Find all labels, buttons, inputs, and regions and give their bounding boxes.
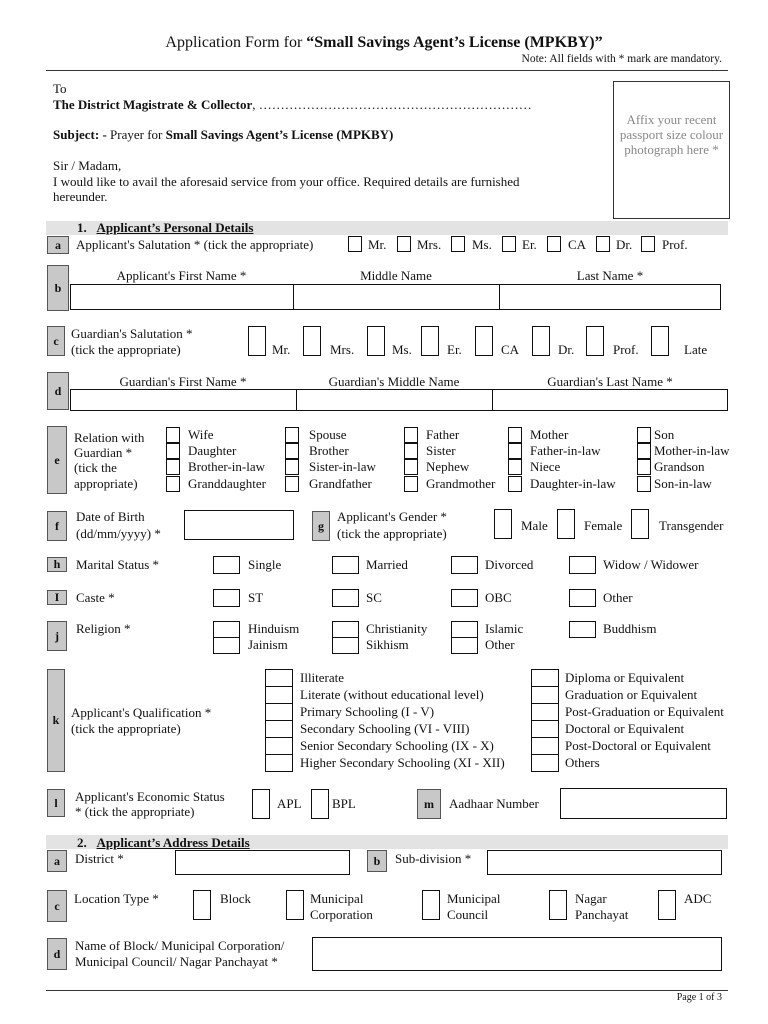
- relation-nephew: Nephew: [426, 459, 470, 474]
- letter-to: To: [53, 81, 67, 96]
- gender-checkbox-transgender[interactable]: [631, 509, 649, 539]
- checkbox-ca[interactable]: [547, 236, 561, 252]
- religion-christianity: Christianity: [366, 621, 428, 636]
- religion-checkbox-other[interactable]: [451, 637, 478, 654]
- relation-spouse: Spouse: [309, 427, 347, 442]
- qual-checkbox-senior-secondary[interactable]: [265, 737, 293, 755]
- relation-checkbox-son-in-law[interactable]: [637, 476, 651, 492]
- guardian-salutation-label: Guardian's Salutation *: [71, 326, 193, 341]
- religion-checkbox-islamic[interactable]: [451, 621, 478, 638]
- marital-checkbox-married[interactable]: [332, 556, 359, 574]
- caste-checkbox-other[interactable]: [569, 589, 596, 607]
- relation-checkbox-daughter[interactable]: [166, 443, 180, 459]
- row-k-label: k: [47, 669, 65, 772]
- middle-name-label: Middle Name: [360, 268, 432, 283]
- option-ca: CA: [568, 237, 587, 252]
- economic-apl: APL: [277, 796, 302, 811]
- location-municipal-corporation-1: Municipal: [310, 891, 364, 906]
- checkbox-prof[interactable]: [641, 236, 655, 252]
- qual-graduation: Graduation or Equivalent: [565, 687, 698, 702]
- qual-post-doctoral: Post-Doctoral or Equivalent: [565, 738, 711, 753]
- religion-hinduism: Hinduism: [248, 621, 300, 636]
- addressee: The District Magistrate & Collector, ………………………………………………………: [53, 97, 532, 112]
- guardian-salutation-hint: (tick the appropriate): [71, 342, 181, 357]
- economic-bpl: BPL: [332, 796, 356, 811]
- qual-checkbox-primary[interactable]: [265, 703, 293, 721]
- checkbox-dr[interactable]: [596, 236, 610, 252]
- gender-male: Male: [521, 518, 548, 533]
- religion-checkbox-buddhism[interactable]: [569, 621, 596, 638]
- section1-title: 1. Applicant’s Personal Details: [77, 220, 254, 235]
- qual-checkbox-graduation[interactable]: [531, 686, 559, 704]
- economic-status-label: Applicant's Economic Status: [75, 789, 225, 804]
- relation-checkbox-grandmother[interactable]: [404, 476, 418, 492]
- economic-checkbox-apl[interactable]: [252, 789, 270, 819]
- religion-islamic: Islamic: [485, 621, 524, 636]
- last-name-label: Last Name *: [576, 268, 644, 283]
- guardian-middle-name-input[interactable]: [296, 389, 493, 411]
- qual-primary: Primary Schooling (I - V): [300, 704, 435, 719]
- religion-checkbox-christianity[interactable]: [332, 621, 359, 638]
- checkbox-ms[interactable]: [451, 236, 465, 252]
- photo-box[interactable]: [613, 81, 730, 219]
- qual-higher-secondary: Higher Secondary Schooling (XI - XII): [300, 755, 505, 770]
- marital-married: Married: [366, 557, 408, 572]
- qual-checkbox-diploma[interactable]: [531, 669, 559, 687]
- letter-body-line1: I would like to avail the aforesaid service from your office. Required details are furnished: [53, 174, 520, 189]
- location-nagar-panchayat-1: Nagar: [575, 891, 607, 906]
- qual-checkbox-higher-secondary[interactable]: [265, 754, 293, 772]
- qual-others: Others: [565, 755, 600, 770]
- qual-secondary: Secondary Schooling (VI - VIII): [300, 721, 470, 736]
- block-name-input[interactable]: [312, 937, 722, 971]
- row-b-label: b: [47, 265, 69, 311]
- relation-checkbox-mother-in-law[interactable]: [637, 443, 651, 459]
- checkbox-er[interactable]: [502, 236, 516, 252]
- guardian-first-name-label: Guardian's First Name *: [119, 374, 247, 389]
- guardian-option-ms: Ms.: [392, 342, 412, 357]
- religion-label: Religion *: [76, 621, 131, 636]
- option-er: Er.: [522, 237, 537, 252]
- qual-senior-secondary: Senior Secondary Schooling (IX - X): [300, 738, 494, 753]
- greeting: Sir / Madam,: [53, 158, 122, 173]
- district-label: District *: [75, 851, 124, 866]
- district-input[interactable]: [175, 850, 350, 875]
- qual-checkbox-post-graduation[interactable]: [531, 703, 559, 721]
- bottom-divider: [46, 990, 728, 991]
- caste-checkbox-st[interactable]: [213, 589, 240, 607]
- relation-father-in-law: Father-in-law: [530, 443, 601, 458]
- relation-sister: Sister: [426, 443, 456, 458]
- mandatory-note: Note: All fields with * mark are mandatory.: [521, 53, 722, 65]
- location-checkbox-adc[interactable]: [658, 890, 676, 920]
- relation-checkbox-nephew[interactable]: [404, 459, 418, 475]
- addr-row-d-label: d: [47, 938, 67, 970]
- relation-wife: Wife: [188, 427, 214, 442]
- relation-checkbox-grandson[interactable]: [637, 459, 651, 475]
- location-type-label: Location Type *: [74, 891, 159, 906]
- guardian-option-late: Late: [684, 342, 708, 357]
- first-name-input[interactable]: [70, 284, 294, 310]
- relation-checkbox-spouse[interactable]: [285, 427, 299, 443]
- relation-label-2: Guardian *: [74, 445, 133, 460]
- location-municipal-corporation-2: Corporation: [310, 907, 373, 922]
- dob-format: (dd/mm/yyyy) *: [76, 526, 161, 541]
- marital-checkbox-single[interactable]: [213, 556, 240, 574]
- religion-sikhism: Sikhism: [366, 637, 409, 652]
- marital-checkbox-widow[interactable]: [569, 556, 596, 574]
- qualification-hint: (tick the appropriate): [71, 721, 181, 736]
- row-d-label: d: [47, 372, 69, 410]
- subdivision-input[interactable]: [487, 850, 722, 875]
- gender-female: Female: [584, 518, 623, 533]
- block-name-label-2: Municipal Council/ Nagar Panchayat *: [75, 954, 278, 969]
- dob-label: Date of Birth: [76, 509, 145, 524]
- row-a-label: a: [47, 236, 69, 254]
- option-ms: Ms.: [472, 237, 492, 252]
- dob-input[interactable]: [184, 510, 294, 540]
- first-name-label: Applicant's First Name *: [116, 268, 247, 283]
- relation-checkbox-father-in-law[interactable]: [508, 443, 522, 459]
- location-block: Block: [220, 891, 252, 906]
- religion-buddhism: Buddhism: [603, 621, 657, 636]
- gender-checkbox-male[interactable]: [494, 509, 512, 539]
- salutation-label: Applicant's Salutation * (tick the appropriate): [76, 237, 314, 252]
- gender-checkbox-female[interactable]: [557, 509, 575, 539]
- relation-mother-in-law: Mother-in-law: [654, 443, 730, 458]
- aadhaar-label: Aadhaar Number: [449, 796, 539, 811]
- marital-checkbox-divorced[interactable]: [451, 556, 478, 574]
- caste-checkbox-sc[interactable]: [332, 589, 359, 607]
- caste-st: ST: [248, 590, 264, 605]
- checkbox-mr[interactable]: [348, 236, 362, 252]
- relation-checkbox-wife[interactable]: [166, 427, 180, 443]
- religion-checkbox-jainism[interactable]: [213, 637, 240, 654]
- caste-label: Caste *: [76, 590, 115, 605]
- row-c-label: c: [47, 326, 65, 356]
- relation-checkbox-son[interactable]: [637, 427, 651, 443]
- row-l-label: l: [47, 789, 65, 817]
- qual-checkbox-secondary[interactable]: [265, 720, 293, 738]
- relation-granddaughter: Granddaughter: [188, 476, 266, 491]
- guardian-option-dr: Dr.: [558, 342, 575, 357]
- marital-divorced: Divorced: [485, 557, 534, 572]
- relation-label-1: Relation with: [74, 430, 145, 445]
- aadhaar-input[interactable]: [560, 788, 727, 819]
- caste-checkbox-obc[interactable]: [451, 589, 478, 607]
- letter-body-line2: hereunder.: [53, 189, 108, 204]
- qual-literate: Literate (without educational level): [300, 687, 484, 702]
- addr-row-c-label: c: [47, 890, 67, 922]
- relation-label-3: (tick the: [74, 460, 117, 475]
- marital-label: Marital Status *: [76, 557, 160, 572]
- relation-checkbox-niece[interactable]: [508, 459, 522, 475]
- location-municipal-council-2: Council: [447, 907, 489, 922]
- relation-daughter: Daughter: [188, 443, 237, 458]
- religion-other: Other: [485, 637, 515, 652]
- photo-instructions: Affix your recent passport size colour photograph here *: [619, 112, 724, 157]
- addr-row-b-label: b: [367, 850, 387, 872]
- option-mr: Mr.: [368, 237, 387, 252]
- form-title: Application Form for “Small Savings Agent’s License (MPKBY)”: [165, 34, 603, 51]
- relation-checkbox-granddaughter[interactable]: [166, 476, 180, 492]
- addr-row-a-label: a: [47, 850, 67, 872]
- relation-father: Father: [426, 427, 460, 442]
- location-municipal-council-1: Municipal: [447, 891, 501, 906]
- relation-label-4: appropriate): [74, 476, 138, 491]
- guardian-first-name-input[interactable]: [70, 389, 297, 411]
- row-h-label: h: [47, 557, 67, 572]
- economic-status-hint: * (tick the appropriate): [75, 804, 195, 819]
- relation-brother-in-law: Brother-in-law: [188, 459, 265, 474]
- qual-checkbox-literate[interactable]: [265, 686, 293, 704]
- guardian-option-prof: Prof.: [613, 342, 639, 357]
- gender-label: Applicant's Gender *: [337, 509, 447, 524]
- relation-checkbox-brother-in-law[interactable]: [166, 459, 180, 475]
- guardian-option-mr: Mr.: [272, 342, 291, 357]
- row-i-label: I: [47, 590, 67, 605]
- row-g-label: g: [312, 511, 330, 541]
- relation-checkbox-sister-in-law[interactable]: [285, 459, 299, 475]
- location-checkbox-municipal-corporation[interactable]: [286, 890, 304, 920]
- relation-checkbox-mother[interactable]: [508, 427, 522, 443]
- gender-hint: (tick the appropriate): [337, 526, 447, 541]
- guardian-middle-name-label: Guardian's Middle Name: [328, 374, 460, 389]
- row-j-label: j: [47, 621, 67, 651]
- economic-checkbox-bpl[interactable]: [311, 789, 329, 819]
- relation-sister-in-law: Sister-in-law: [309, 459, 376, 474]
- location-nagar-panchayat-2: Panchayat: [575, 907, 629, 922]
- qual-post-graduation: Post-Graduation or Equivalent: [565, 704, 724, 719]
- location-checkbox-nagar-panchayat[interactable]: [549, 890, 567, 920]
- guardian-checkbox-mrs[interactable]: [303, 326, 321, 356]
- qual-checkbox-doctoral[interactable]: [531, 720, 559, 738]
- relation-checkbox-brother[interactable]: [285, 443, 299, 459]
- location-adc: ADC: [684, 891, 712, 906]
- guardian-option-mrs: Mrs.: [330, 342, 355, 357]
- religion-jainism: Jainism: [248, 637, 288, 652]
- block-name-label-1: Name of Block/ Municipal Corporation/: [75, 938, 285, 953]
- guardian-checkbox-mr[interactable]: [248, 326, 266, 356]
- relation-mother: Mother: [530, 427, 569, 442]
- location-checkbox-municipal-council[interactable]: [422, 890, 440, 920]
- subdivision-label: Sub-division *: [395, 851, 472, 866]
- qual-checkbox-post-doctoral[interactable]: [531, 737, 559, 755]
- guardian-last-name-label: Guardian's Last Name *: [547, 374, 673, 389]
- option-dr: Dr.: [616, 237, 633, 252]
- location-checkbox-block[interactable]: [193, 890, 211, 920]
- relation-checkbox-daughter-in-law[interactable]: [508, 476, 522, 492]
- guardian-last-name-input[interactable]: [492, 389, 728, 411]
- last-name-input[interactable]: [499, 284, 721, 310]
- option-mrs: Mrs.: [417, 237, 442, 252]
- relation-grandmother: Grandmother: [426, 476, 496, 491]
- row-m-label: m: [417, 789, 441, 819]
- checkbox-mrs[interactable]: [397, 236, 411, 252]
- relation-grandfather: Grandfather: [309, 476, 372, 491]
- qual-checkbox-others[interactable]: [531, 754, 559, 772]
- guardian-checkbox-late[interactable]: [651, 326, 669, 356]
- middle-name-input[interactable]: [293, 284, 500, 310]
- qual-diploma: Diploma or Equivalent: [565, 670, 685, 685]
- guardian-option-er: Er.: [447, 342, 462, 357]
- row-f-label: f: [47, 511, 67, 541]
- relation-niece: Niece: [530, 459, 561, 474]
- qualification-label: Applicant's Qualification *: [71, 705, 212, 720]
- guardian-checkbox-prof[interactable]: [586, 326, 604, 356]
- relation-son: Son: [654, 427, 675, 442]
- guardian-option-ca: CA: [501, 342, 520, 357]
- row-e-label: e: [47, 426, 67, 494]
- caste-sc: SC: [366, 590, 382, 605]
- qual-checkbox-illiterate[interactable]: [265, 669, 293, 687]
- relation-checkbox-grandfather[interactable]: [285, 476, 299, 492]
- option-prof: Prof.: [662, 237, 688, 252]
- guardian-checkbox-ms[interactable]: [367, 326, 385, 356]
- relation-daughter-in-law: Daughter-in-law: [530, 476, 616, 491]
- marital-single: Single: [248, 557, 282, 572]
- guardian-checkbox-ca[interactable]: [475, 326, 493, 356]
- caste-other: Other: [603, 590, 633, 605]
- section2-title: 2. Applicant’s Address Details: [77, 835, 250, 850]
- subject: Subject: - Prayer for Small Savings Agent’s License (MPKBY): [53, 127, 394, 142]
- gender-transgender: Transgender: [659, 518, 724, 533]
- relation-checkbox-father[interactable]: [404, 427, 418, 443]
- qual-illiterate: Illiterate: [300, 670, 345, 685]
- relation-grandson: Grandson: [654, 459, 705, 474]
- caste-obc: OBC: [485, 590, 512, 605]
- guardian-checkbox-er[interactable]: [421, 326, 439, 356]
- page-number: Page 1 of 3: [676, 992, 722, 1003]
- relation-son-in-law: Son-in-law: [654, 476, 712, 491]
- religion-checkbox-sikhism[interactable]: [332, 637, 359, 654]
- religion-checkbox-hinduism[interactable]: [213, 621, 240, 638]
- relation-brother: Brother: [309, 443, 349, 458]
- qual-doctoral: Doctoral or Equivalent: [565, 721, 685, 736]
- relation-checkbox-sister[interactable]: [404, 443, 418, 459]
- guardian-checkbox-dr[interactable]: [532, 326, 550, 356]
- top-divider: [46, 70, 728, 71]
- marital-widow: Widow / Widower: [603, 557, 699, 572]
